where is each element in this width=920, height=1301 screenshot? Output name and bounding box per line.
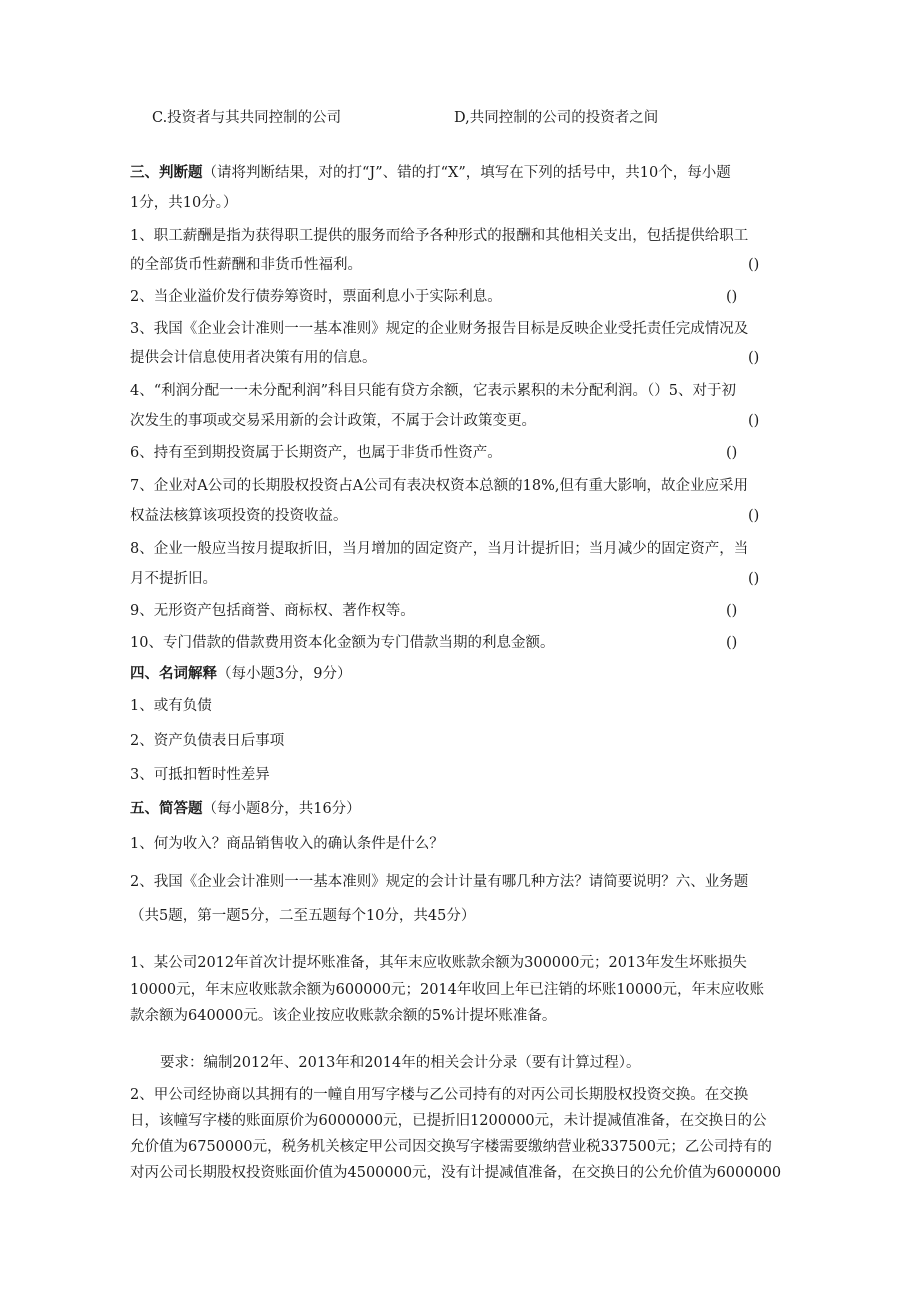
judge-q1-line2: 的全部货币性薪酬和非货币性福利。 — [130, 257, 362, 273]
section4-instructions: （每小题3分，9分） — [217, 666, 352, 682]
judge-q7-line2: 权益法核算该项投资的投资收益。 — [130, 508, 348, 524]
problem2-line4: 对丙公司长期股权投资账面价值为4500000元，没有计提减值准备，在交换日的公允价值为6000000 — [130, 1165, 782, 1181]
section3-instructions: （请将判断结果，对的打“J”、错的打“X”，填写在下列的括号中，共10个，每小题 — [202, 165, 731, 181]
answer-bracket-q1: () — [748, 257, 760, 273]
section5-heading — [130, 799, 361, 819]
answer-bracket-q5: () — [748, 413, 760, 429]
judge-q4-q5-line1: 4、“利润分配一一未分配利润”科目只能有贷方余额，它表示累积的未分配利润。（）5、对于初 — [130, 383, 737, 399]
judge-q2: 2、当企业溢价发行债券筹资时，票面利息小于实际利息。 — [130, 289, 502, 305]
judge-q1-line1: 1、职工薪酬是指为获得职工提供的服务而给予各种形式的报酬和其他相关支出，包括提供给职工 — [130, 228, 749, 244]
judge-q10: 10、专门借款的借款费用资本化金额为专门借款当期的利息金额。 — [130, 635, 555, 651]
problem1-line2: 10000元，年末应收账款余额为600000元；2014年收回上年已注销的坏账10000元，年末应收账 — [130, 982, 765, 998]
answer-bracket-q10: () — [726, 635, 738, 651]
answer-bracket-q6: () — [726, 445, 738, 461]
section5-instructions: （每小题8分，共16分） — [202, 801, 361, 817]
section3-heading-line2: 1分，共10分。） — [130, 195, 238, 211]
judge-q3-line1: 3、我国《企业会计准则一一基本准则》规定的企业财务报告目标是反映企业受托责任完成情况及 — [130, 321, 749, 337]
term-1: 1、或有负债 — [130, 698, 212, 714]
section5-title: 五、简答题 — [130, 800, 203, 817]
judge-q8-line2: 月不提折旧。 — [130, 571, 217, 587]
section4-title: 四、名词解释 — [130, 665, 217, 682]
problem2-line2: 日，该幢写字楼的账面原价为6000000元，已提折旧1200000元，未计提减值准备，在交换日的公 — [130, 1113, 767, 1129]
short-answer-q2: 2、我国《企业会计准则一一基本准则》规定的会计计量有哪几种方法？请简要说明？六、业务题 — [130, 874, 749, 890]
judge-q8-line1: 8、企业一般应当按月提取折旧，当月增加的固定资产，当月计提折旧；当月减少的固定资产，当 — [130, 541, 749, 557]
judge-q5-line2: 次发生的事项或交易采用新的会计政策，不属于会计政策变更。 — [130, 413, 536, 429]
judge-q3-line2: 提供会计信息使用者决策有用的信息。 — [130, 350, 377, 366]
problem1-line1: 1、某公司2012年首次计提坏账准备，其年末应收账款余额为300000元；2013年发生坏账损失 — [130, 955, 747, 971]
problem1-requirement: 要求：编制2012年、2013年和2014年的相关会计分录（要有计算过程）。 — [160, 1055, 641, 1071]
short-answer-q1: 1、何为收入？商品销售收入的确认条件是什么？ — [130, 836, 444, 852]
answer-bracket-q3: () — [748, 350, 760, 366]
option-c: C.投资者与其共同控制的公司 — [152, 110, 342, 126]
answer-bracket-q2: () — [726, 289, 738, 305]
problem2-line1: 2、甲公司经协商以其拥有的一幢自用写字楼与乙公司持有的对丙公司长期股权投资交换。在交换 — [130, 1087, 749, 1103]
judge-q9: 9、无形资产包括商誉、商标权、著作权等。 — [130, 603, 415, 619]
judge-q6: 6、持有至到期投资属于长期资产，也属于非货币性资产。 — [130, 445, 502, 461]
answer-bracket-q9: () — [726, 603, 738, 619]
term-3: 3、可抵扣暂时性差异 — [130, 767, 270, 783]
problem2-line3: 允价值为6750000元，税务机关核定甲公司因交换写字楼需要缴纳营业税337500元；乙公司持有的 — [130, 1139, 772, 1155]
problem1-line3: 款余额为640000元。该企业按应收账款余额的5%计提坏账准备。 — [130, 1008, 557, 1024]
answer-bracket-q8: () — [748, 571, 760, 587]
answer-bracket-q7: () — [748, 508, 760, 524]
judge-q7-line1: 7、企业对A公司的长期股权投资占A公司有表决权资本总额的18%,但有重大影响，故企业应采用 — [130, 478, 749, 494]
section6-instructions: （共5题，第一题5分，二至五题每个10分，共45分） — [130, 908, 476, 924]
option-d: D,共同控制的公司的投资者之间 — [454, 110, 659, 126]
section3-heading — [130, 163, 731, 183]
term-2: 2、资产负债表日后事项 — [130, 733, 285, 749]
section3-title: 三、判断题 — [130, 164, 203, 181]
section4-heading — [130, 664, 351, 684]
